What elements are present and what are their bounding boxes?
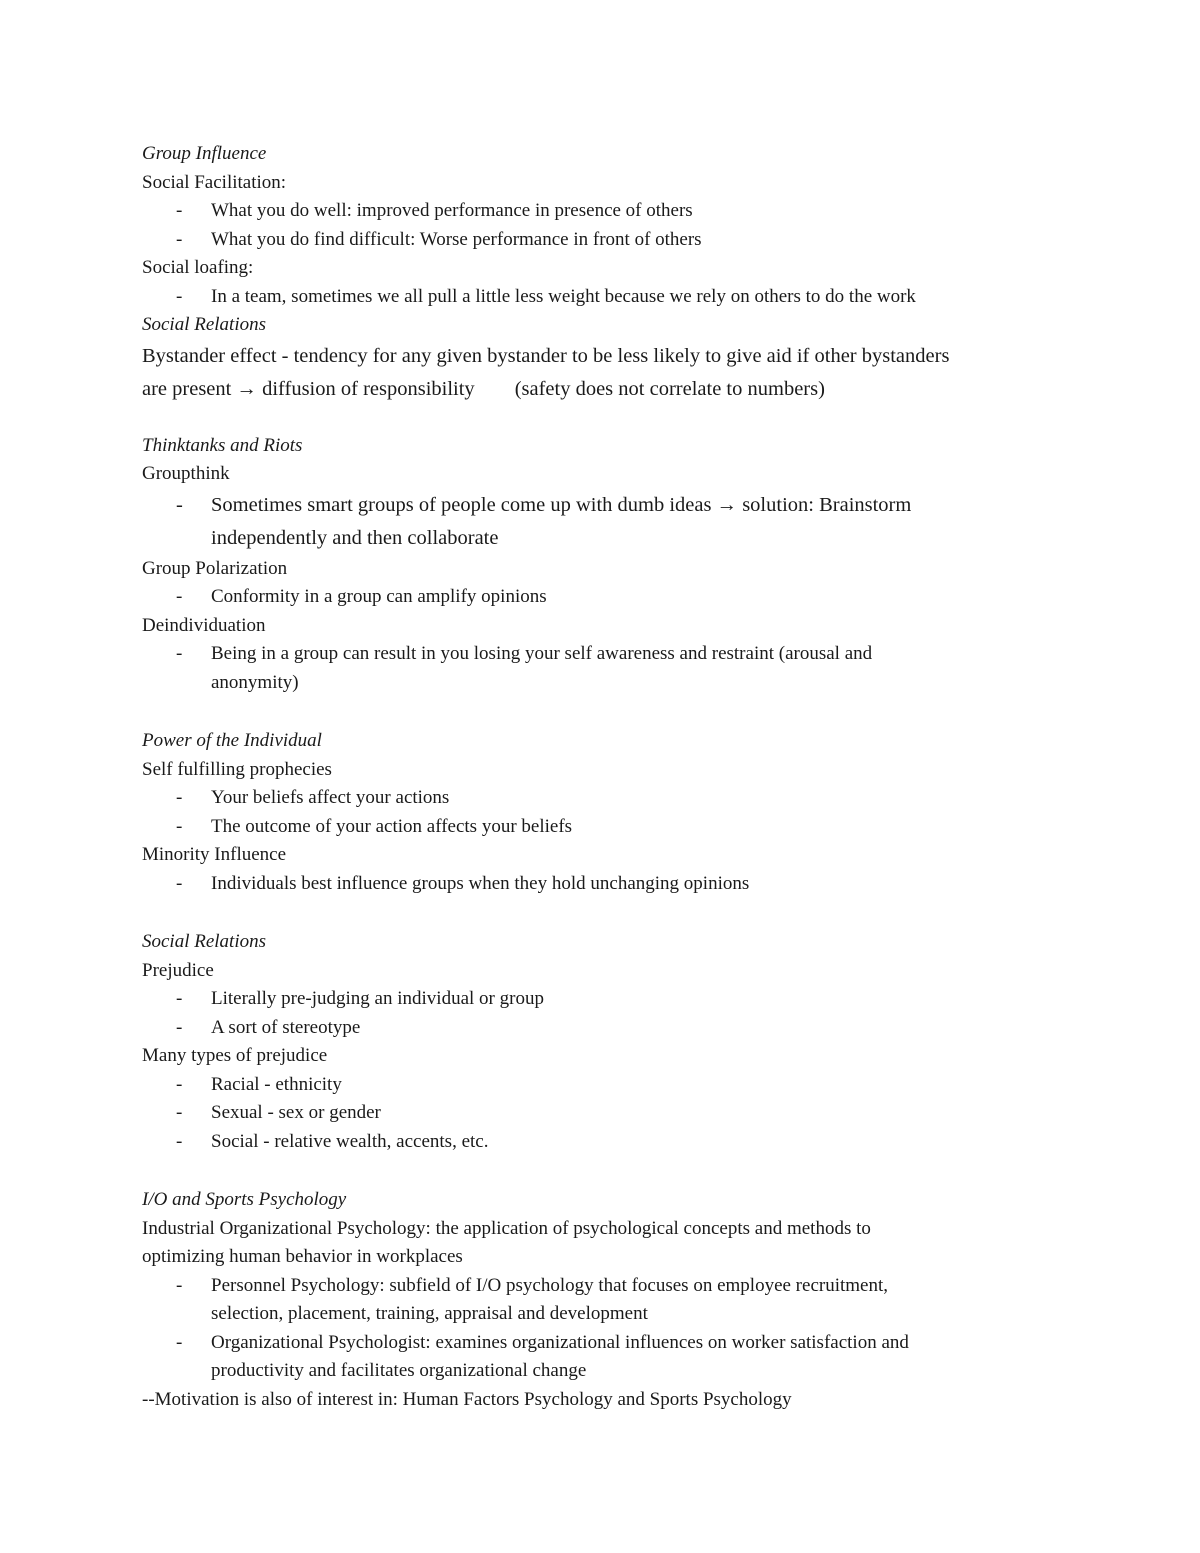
list-item: - Literally pre-judging an individual or group bbox=[142, 985, 1042, 1014]
bullet-dash: - bbox=[176, 787, 183, 808]
list-item: - A sort of stereotype bbox=[142, 1014, 1042, 1043]
list-item: - Personnel Psychology: subfield of I/O psychology that focuses on employee recruitment, selection, placement, training, appraisal and development bbox=[142, 1272, 1042, 1329]
list-item: - Organizational Psychologist: examines organizational influences on worker satisfaction and productivity and facilitates organizational change bbox=[142, 1329, 1042, 1386]
list-item: - Sometimes smart groups of people come up with dumb ideas → solution: Brainstorm independently and then collaborate bbox=[142, 489, 1042, 555]
bullet-dash: - bbox=[176, 1073, 183, 1095]
bullet-dash: - bbox=[176, 285, 183, 307]
list-item: - Conformity in a group can amplify opinions bbox=[142, 583, 1042, 612]
io-definition-line: Industrial Organizational Psychology: the application of psychological concepts and methods to bbox=[142, 1217, 871, 1239]
topic-deindividuation: Deindividuation bbox=[142, 614, 266, 636]
bullet-dash: - bbox=[176, 1331, 183, 1353]
motivation-note: --Motivation is also of interest in: Human Factors Psychology and Sports Psychology bbox=[142, 1388, 792, 1410]
list-item: - Social - relative wealth, accents, etc. bbox=[142, 1128, 1042, 1157]
list-item: - Individuals best influence groups when they hold unchanging opinions bbox=[142, 870, 1042, 899]
topic-self-fulfilling-prophecies: Self fulfilling prophecies bbox=[142, 758, 332, 780]
section-heading-social-relations-2: Social Relations bbox=[142, 931, 267, 952]
topic-prejudice: Prejudice bbox=[142, 959, 214, 981]
bullet-dash: - bbox=[176, 872, 183, 894]
bullet-dash: - bbox=[176, 493, 183, 516]
topic-types-of-prejudice: Many types of prejudice bbox=[142, 1045, 328, 1066]
topic-groupthink: Groupthink bbox=[142, 463, 230, 484]
bullet-dash: - bbox=[176, 1274, 183, 1296]
io-definition-line: optimizing human behavior in workplaces bbox=[142, 1246, 463, 1267]
topic-social-loafing: Social loafing: bbox=[142, 257, 254, 278]
bystander-paragraph-line: Bystander effect - tendency for any given bystander to be less likely to give aid if other bystanders bbox=[142, 344, 950, 367]
list-item: - Sexual - sex or gender bbox=[142, 1099, 1042, 1128]
bullet-dash: - bbox=[176, 586, 183, 607]
bullet-dash: - bbox=[176, 815, 183, 837]
bullet-dash: - bbox=[176, 1016, 183, 1038]
section-heading-power-individual: Power of the Individual bbox=[142, 730, 322, 751]
topic-minority-influence: Minority Influence bbox=[142, 844, 287, 865]
list-item: - Your beliefs affect your actions bbox=[142, 784, 1042, 813]
list-item: - The outcome of your action affects your beliefs bbox=[142, 813, 1042, 842]
list-item: - Being in a group can result in you losing your self awareness and restraint (arousal and anonymity) bbox=[142, 640, 1042, 697]
document-page bbox=[142, 140, 1042, 1414]
bystander-paragraph-line: are present → diffusion of responsibility (safety does not correlate to numbers) bbox=[142, 377, 825, 400]
list-item: - In a team, sometimes we all pull a little less weight because we rely on others to do the work bbox=[142, 283, 1042, 312]
list-item: - Racial - ethnicity bbox=[142, 1071, 1042, 1100]
topic-social-facilitation: Social Facilitation: bbox=[142, 171, 287, 193]
section-heading-social-relations: Social Relations bbox=[142, 314, 267, 335]
topic-group-polarization: Group Polarization bbox=[142, 557, 288, 579]
bullet-dash: - bbox=[176, 200, 183, 221]
bullet-dash: - bbox=[176, 1130, 183, 1152]
bullet-dash: - bbox=[176, 988, 183, 1009]
bullet-dash: - bbox=[176, 643, 183, 664]
bullet-dash: - bbox=[176, 1102, 183, 1123]
bullet-dash: - bbox=[176, 228, 183, 250]
section-heading-thinktanks-riots: Thinktanks and Riots bbox=[142, 434, 303, 456]
list-item: - What you do well: improved performance in presence of others bbox=[142, 197, 1042, 226]
section-heading-io-sports: I/O and Sports Psychology bbox=[142, 1189, 347, 1210]
list-item: - What you do find difficult: Worse performance in front of others bbox=[142, 226, 1042, 255]
section-heading-group-influence: Group Influence bbox=[142, 143, 267, 164]
